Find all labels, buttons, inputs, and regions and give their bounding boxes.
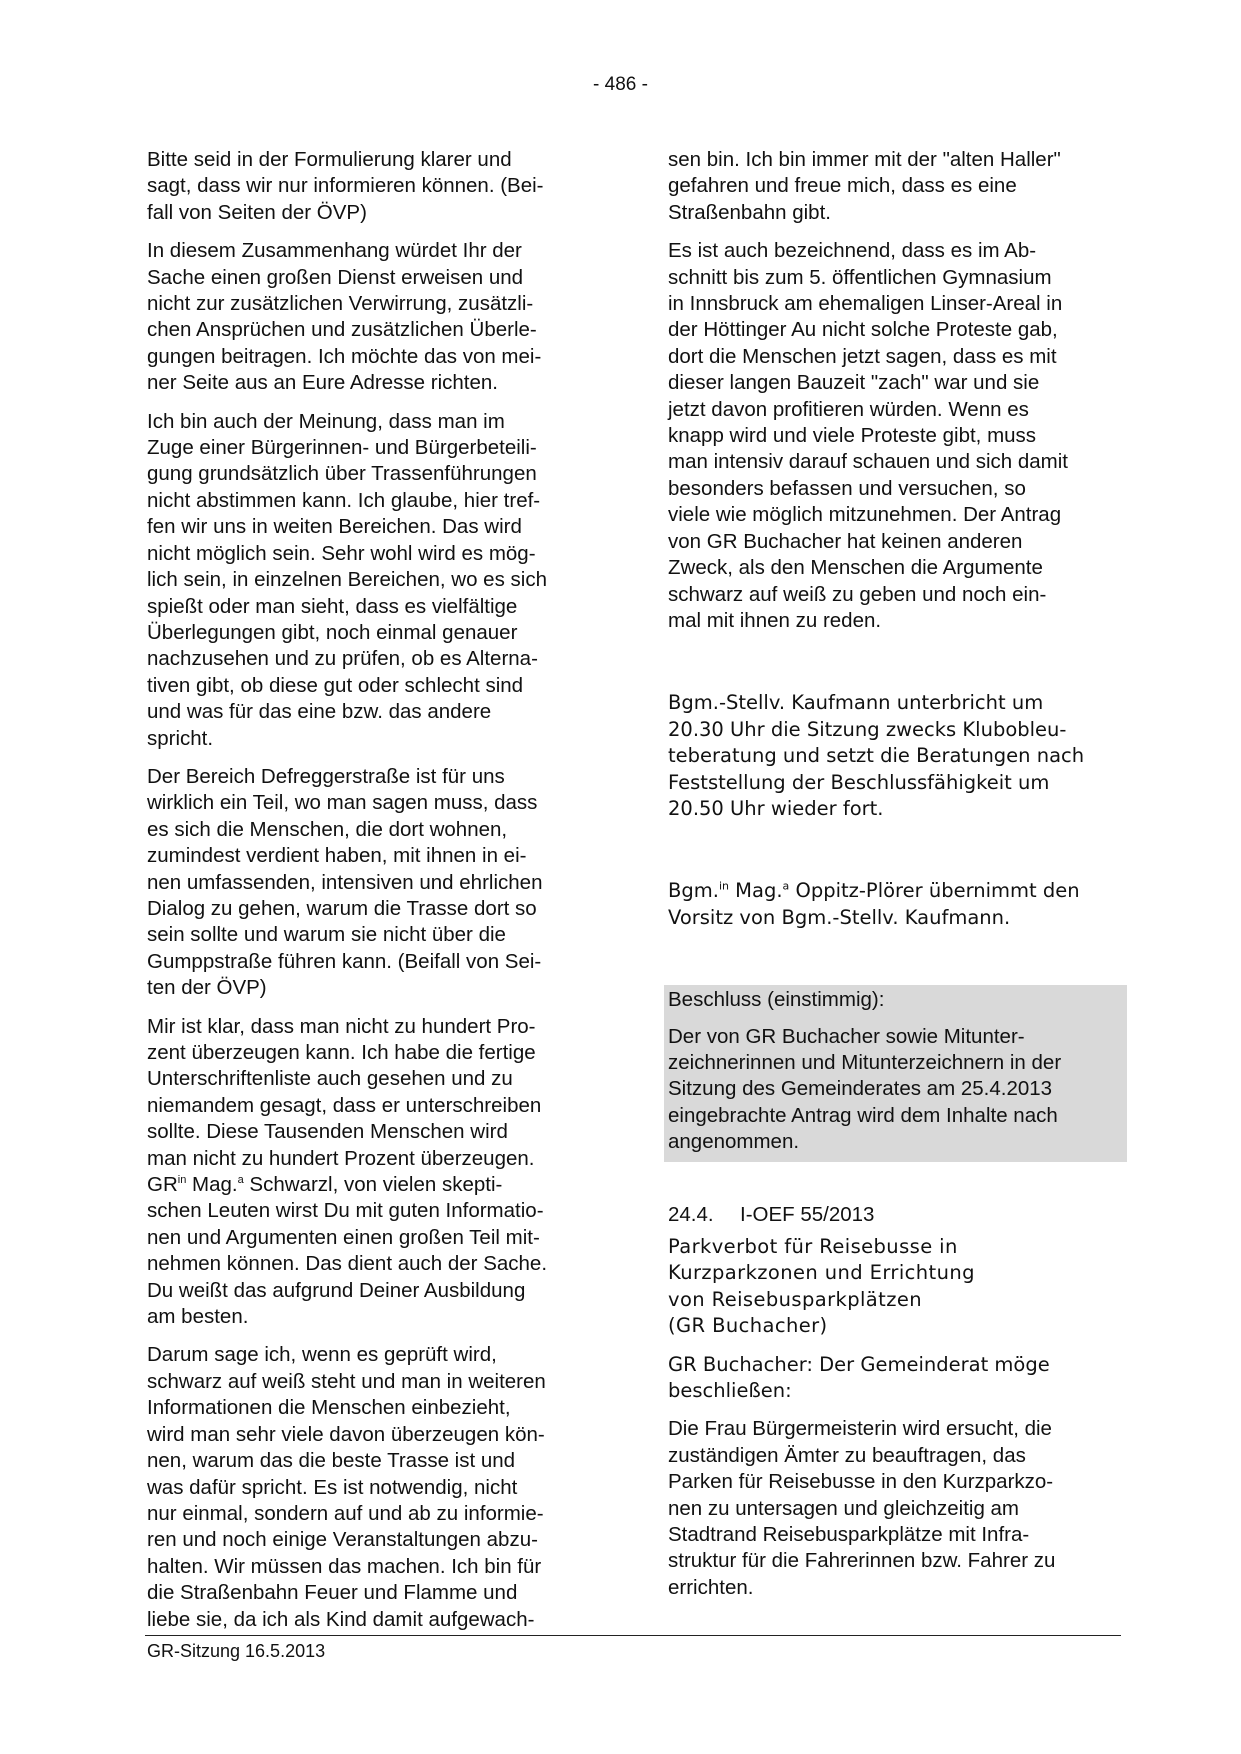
- left-p5-sup-a: a: [237, 1174, 244, 1187]
- resolution-box: [664, 985, 1127, 1161]
- left-p5-before: Mir ist klar, dass man nicht zu hundert Pro- zent überzeugen kann. Ich habe die fertige Unterschriftenliste auch gesehen und zu niemandem gesagt, dass er unterschreiben sollte. Diese Tausenden Menschen wird man nicht zu hundert Prozent überzeugen. GR: [147, 1014, 542, 1197]
- left-paragraph-1: Bitte seid in der Formulierung klarer und sagt, dass wir nur informieren können. (Bei- fall von Seiten der ÖVP): [147, 148, 544, 224]
- left-p5-after: Schwarzl, von vielen skepti- schen Leuten wirst Du mit guten Informatio- nen und Argumenten einen großen Teil mit- nehmen können. Das dient auch der Sache. Du weißt das aufgrund Deiner Ausbildung am besten.: [147, 1173, 548, 1329]
- left-paragraph-4: Der Bereich Defreggerstraße ist für uns wirklich ein Teil, wo man sagen muss, dass es sich die Menschen, die dort wohnen, zumindest verdient haben, mit ihnen in ei- nen umfassenden, intensiven und ehrlichen Dialog zu gehen, warum die Trasse dort so sein sollte und warum sie nicht über die Gumppstraße führen kann. (Beifall von Sei- ten der ÖVP): [147, 764, 543, 1000]
- left-paragraph-5: [147, 1014, 607, 1331]
- right-paragraph-1: sen bin. Ich bin immer mit der "alten Haller" gefahren und freue mich, dass es eine Straßenbahn gibt.: [668, 148, 1061, 224]
- chair-text-b: Mag.: [728, 879, 783, 903]
- resolution-heading: Beschluss (einstimmig):: [668, 988, 885, 1012]
- left-paragraph-6: Darum sage ich, wenn es geprüft wird, schwarz auf weiß steht und man in weiteren Informationen die Menschen einbezieht, wird man sehr viele davon überzeugen kön- nen, warum das die beste Trasse ist und was dafür spricht. Es ist notwendig, nicht nur einmal, sondern auf und ab zu informie- ren und noch einige Veranstaltungen abzu- halten. Wir müssen das machen. Ich bin für die Straßenbahn Feuer und Flamme und liebe sie, da ich als Kind damit aufgewach-: [147, 1343, 546, 1631]
- agenda-item-title: Parkverbot für Reisebusse in Kurzparkzonen und Errichtung von Reisebusparkplätzen (GR Buchacher): [668, 1235, 975, 1338]
- footer-session-date: GR-Sitzung 16.5.2013: [147, 1641, 326, 1661]
- chair-text-c: Oppitz-Plörer übernimmt den Vorsitz von Bgm.-Stellv. Kaufmann.: [668, 879, 1080, 929]
- resolution-text: Der von GR Buchacher sowie Mitunter- zeichnerinnen und Mitunterzeichnern in der Sitzung des Gemeinderates am 25.4.2013 eingebrachte Antrag wird dem Inhalte nach angenommen.: [668, 1024, 1062, 1154]
- motion-text: Die Frau Bürgermeisterin wird ersucht, die zuständigen Ämter zu beauftragen, das Parken für Reisebusse in den Kurzparkzo- nen zu untersagen und gleichzeitig am Stadtrand Reisebusparkplätze mit Infra- struktur für die Fahrerinnen bzw. Fahrer zu errichten.: [668, 1417, 1056, 1599]
- agenda-item-number: 24.4.: [668, 1202, 714, 1226]
- agenda-item-code: I-OEF 55/2013: [740, 1202, 875, 1226]
- chair-sup-in: in: [718, 879, 729, 893]
- left-paragraph-3: Ich bin auch der Meinung, dass man im Zuge einer Bürgerinnen- und Bürgerbeteili- gung grundsätzlich über Trassenführungen nicht abstimmen kann. Ich glaube, hier tref- fen wir uns in weiten Bereichen. Das wird nicht möglich sein. Sehr wohl wird es mög- lich sein, in einzelnen Bereichen, wo es sich spießt oder man sieht, dass es vielfältige Überlegungen gibt, noch einmal genauer nachzusehen und zu prüfen, ob es Alterna- tiven gibt, ob diese gut oder schlecht sind und was für das eine bzw. das andere spricht.: [147, 409, 547, 750]
- left-p5-mid: Mag.: [186, 1173, 238, 1197]
- chair-change-note: [668, 878, 1123, 931]
- footer-divider: [145, 1635, 1121, 1636]
- agenda-item-header: [668, 1202, 1123, 1228]
- right-paragraph-2: Es ist auch bezeichnend, dass es im Ab- schnitt bis zum 5. öffentlichen Gymnasium in Innsbruck am ehemaligen Linser-Areal in der Höttinger Au nicht solche Proteste gab, dort die Menschen jetzt sagen, dass es mit dieser langen Bauzeit "zach" war und sie jetzt davon profitieren würden. Wenn es knapp wird und viele Proteste gibt, muss man intensiv darauf schauen und sich damit besonders befassen und versuchen, so viele wie möglich mitzunehmen. Der Antrag von GR Buchacher hat keinen anderen Zweck, als den Menschen die Argumente schwarz auf weiß zu geben und noch ein- mal mit ihnen zu reden.: [668, 239, 1068, 632]
- left-p5-sup-in: in: [177, 1174, 187, 1187]
- right-column: [668, 147, 1123, 1613]
- chair-sup-a: a: [782, 879, 790, 893]
- chair-text-a: Bgm.: [668, 879, 719, 903]
- left-paragraph-2: In diesem Zusammenhang würdet Ihr der Sache einen großen Dienst erweisen und nicht zur zusätzlichen Verwirrung, zusätzli- chen Ansprüchen und zusätzlichen Überle- gungen beitragen. Ich möchte das von mei- ner Seite aus an Eure Adresse richten.: [147, 239, 542, 395]
- motion-intro: GR Buchacher: Der Gemeinderat möge beschließen:: [668, 1352, 1050, 1403]
- session-interruption-note: Bgm.-Stellv. Kaufmann unterbricht um 20.30 Uhr die Sitzung zwecks Klubobleu- teberatung und setzt die Beratungen nach Feststellung der Beschlussfähigkeit um 20.50 Uhr wieder fort.: [668, 691, 1085, 820]
- page-number: - 486 -: [593, 74, 648, 95]
- left-column: [147, 147, 607, 1645]
